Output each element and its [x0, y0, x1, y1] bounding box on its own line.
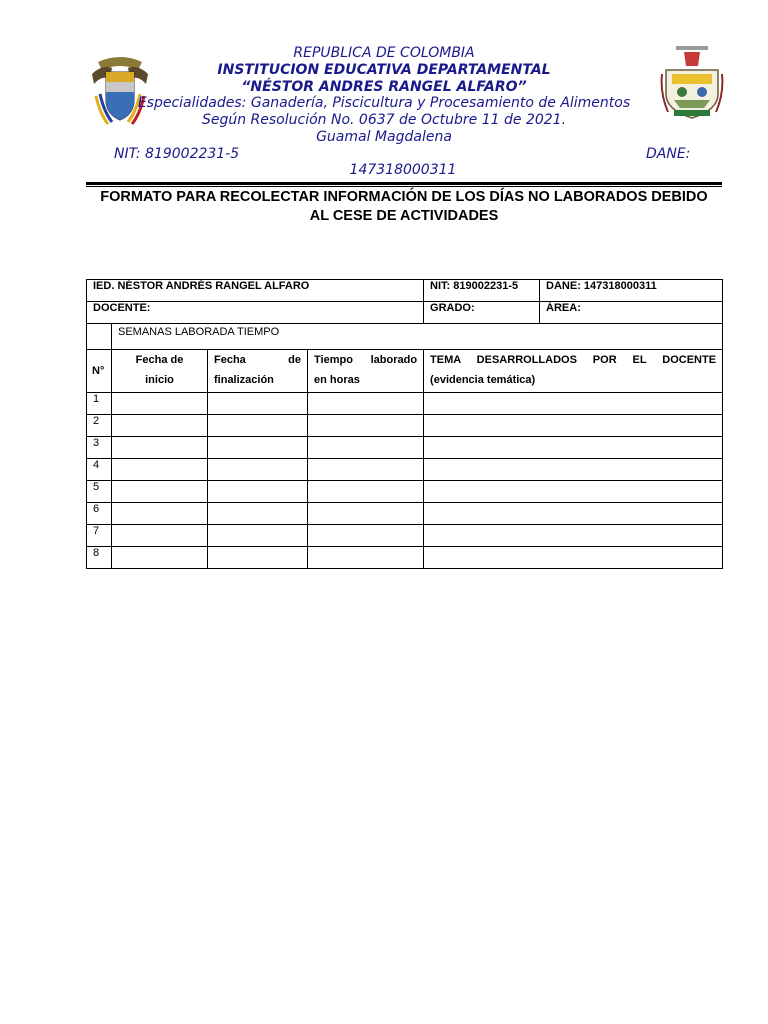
row-fecha-fin-cell[interactable]: [208, 503, 308, 525]
table-row: [87, 437, 723, 459]
header-republic: REPUBLICA DE COLOMBIA: [293, 45, 475, 61]
form-title-line2: AL CESE DE ACTIVIDADES: [309, 208, 499, 224]
row-number-cell: 5: [87, 481, 112, 503]
row-tiempo-cell[interactable]: [308, 547, 424, 569]
col-fecha-inicio-line2: inicio: [145, 374, 174, 386]
header-school-name: “NÉSTOR ANDRES RANGEL ALFARO”: [241, 79, 527, 95]
row-number-cell: 4: [87, 459, 112, 481]
row-tema-cell[interactable]: [424, 547, 723, 569]
row-number-cell: 6: [87, 503, 112, 525]
row-number-cell: 3: [87, 437, 112, 459]
header-dane-number: 147318000311: [349, 162, 457, 178]
grado-cell[interactable]: GRADO:: [424, 302, 540, 324]
table-row: [87, 503, 723, 525]
row-fecha-inicio-cell[interactable]: [112, 437, 208, 459]
form-title-line1: FORMATO PARA RECOLECTAR INFORMACIÓN DE LOS DÍAS NO LABORADOS DEBIDO: [100, 189, 708, 205]
semanas-label: SEMANAS LABORADA TIEMPO: [112, 324, 723, 350]
col-tema-line1: TEMA DESARROLLADOS POR EL DOCENTE: [430, 354, 717, 366]
header-nit: NIT: 819002231-5: [114, 146, 240, 162]
col-fecha-fin-line2: finalización: [214, 374, 274, 386]
header-specialties: Especialidades: Ganadería, Piscicultura y Procesamiento de Alimentos: [137, 95, 631, 111]
row-tema-cell[interactable]: [424, 437, 723, 459]
col-tiempo-header: [308, 350, 424, 393]
row-tiempo-cell[interactable]: [308, 437, 424, 459]
row-tiempo-cell[interactable]: [308, 481, 424, 503]
row-tiempo-cell[interactable]: [308, 393, 424, 415]
table-body: [87, 393, 723, 569]
col-tiempo-line2: en horas: [314, 374, 360, 386]
row-fecha-fin-cell[interactable]: [208, 525, 308, 547]
table-row-institution: [87, 280, 723, 302]
col-tiempo-line1: Tiempo laborado: [314, 354, 418, 366]
row-number-cell: 8: [87, 547, 112, 569]
row-tema-cell[interactable]: [424, 481, 723, 503]
col-tema-header: [424, 350, 723, 393]
col-fecha-fin-line1: Fecha de: [214, 354, 301, 366]
row-number-cell: 1: [87, 393, 112, 415]
dane-cell: DANE: 147318000311: [540, 280, 723, 302]
row-fecha-fin-cell[interactable]: [208, 547, 308, 569]
row-tiempo-cell[interactable]: [308, 525, 424, 547]
col-fecha-inicio-header: [112, 350, 208, 393]
table-row: [87, 525, 723, 547]
row-tiempo-cell[interactable]: [308, 415, 424, 437]
header-divider-thin: [86, 186, 722, 187]
area-cell[interactable]: ÁREA:: [540, 302, 723, 324]
table-row-docente: [87, 302, 723, 324]
col-tema-line2: (evidencia temática): [430, 374, 536, 386]
row-fecha-fin-cell[interactable]: [208, 437, 308, 459]
row-fecha-inicio-cell[interactable]: [112, 415, 208, 437]
row-fecha-inicio-cell[interactable]: [112, 547, 208, 569]
row-fecha-inicio-cell[interactable]: [112, 503, 208, 525]
col-num-header: N°: [87, 350, 112, 393]
semanas-blank-cell: [87, 324, 112, 350]
table-row: [87, 415, 723, 437]
data-collection-table: [86, 279, 723, 569]
col-fecha-fin-header: [208, 350, 308, 393]
docente-cell[interactable]: DOCENTE:: [87, 302, 424, 324]
table-row: [87, 481, 723, 503]
table-row-semanas: [87, 324, 723, 350]
row-fecha-fin-cell[interactable]: [208, 393, 308, 415]
row-fecha-fin-cell[interactable]: [208, 481, 308, 503]
row-number-cell: 2: [87, 415, 112, 437]
table-header-row: [87, 350, 723, 393]
institution-cell: IED. NÉSTOR ANDRÉS RANGEL ALFARO: [87, 280, 424, 302]
form-title: [86, 188, 722, 226]
row-number-cell: 7: [87, 525, 112, 547]
row-tema-cell[interactable]: [424, 459, 723, 481]
row-tema-cell[interactable]: [424, 525, 723, 547]
nit-cell: NIT: 819002231-5: [424, 280, 540, 302]
header-dane-label: DANE:: [646, 146, 691, 162]
table-row: [87, 393, 723, 415]
row-tema-cell[interactable]: [424, 393, 723, 415]
header-location: Guamal Magdalena: [316, 129, 452, 145]
header-institution: INSTITUCION EDUCATIVA DEPARTAMENTAL: [217, 62, 551, 78]
row-fecha-inicio-cell[interactable]: [112, 481, 208, 503]
row-fecha-inicio-cell[interactable]: [112, 459, 208, 481]
row-fecha-inicio-cell[interactable]: [112, 393, 208, 415]
row-fecha-fin-cell[interactable]: [208, 415, 308, 437]
row-fecha-inicio-cell[interactable]: [112, 525, 208, 547]
row-tiempo-cell[interactable]: [308, 503, 424, 525]
header-resolution: Según Resolución No. 0637 de Octubre 11 de 2021.: [201, 112, 567, 128]
row-tema-cell[interactable]: [424, 503, 723, 525]
table-row: [87, 547, 723, 569]
table-row: [87, 459, 723, 481]
row-tiempo-cell[interactable]: [308, 459, 424, 481]
row-fecha-fin-cell[interactable]: [208, 459, 308, 481]
row-tema-cell[interactable]: [424, 415, 723, 437]
col-fecha-inicio-line1: Fecha de: [135, 354, 184, 366]
header-divider-thick: [86, 182, 722, 185]
